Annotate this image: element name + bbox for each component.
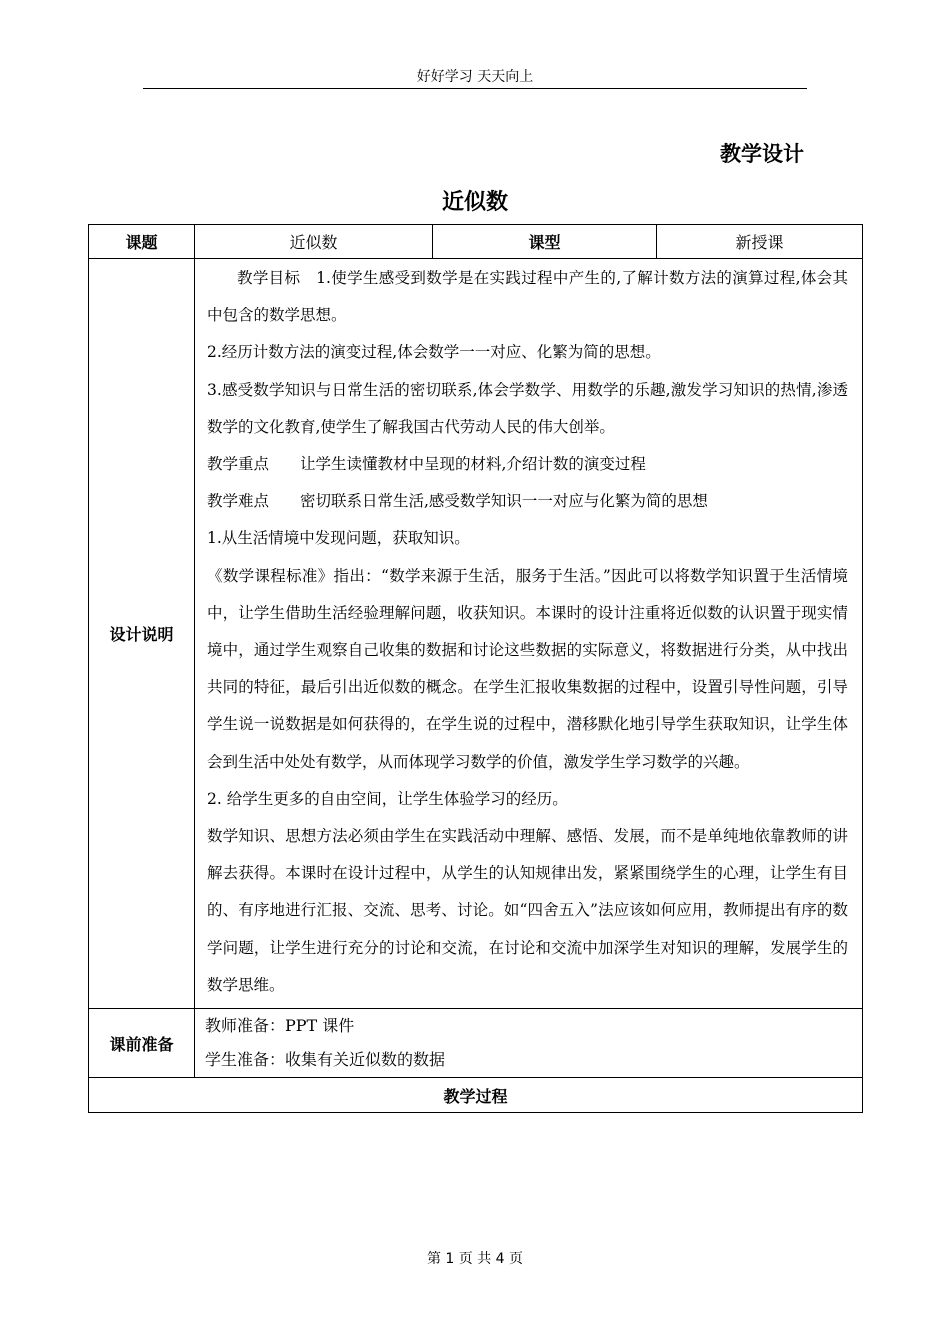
course-value: 近似数 (195, 225, 433, 259)
design-paragraph: 2.经历计数方法的演变过程,体会数学一一对应、化繁为简的思想。 (207, 343, 661, 362)
design-paragraph: 数学知识、思想方法必须由学生在实践活动中理解、感悟、发展，而不是单纯地依靠教师的讲解去获得。本课时在设计过程中，从学生的认知规律出发，紧紧围绕学生的心理，让学生有目的、有序地进行汇报、交流、思考、讨论。如“四舍五入”法应该如何应用，教师提出有序的数学问题，让学生进行充分的讨论和交流，在讨论和交流中加深学生对知识的理解，发展学生的数学思维。 (207, 827, 848, 994)
process-row (89, 1078, 863, 1113)
design-paragraph: 1.从生活情境中发现问题，获取知识。 (207, 529, 470, 548)
design-description (195, 259, 863, 1009)
prep-teacher: 教师准备：PPT 课件 (205, 1016, 355, 1036)
lesson-plan-table (88, 224, 863, 1113)
type-label: 课型 (433, 225, 657, 259)
design-row (89, 259, 863, 1009)
prep-student: 学生准备：收集有关近似数的数据 (205, 1050, 446, 1070)
prep-content (195, 1009, 863, 1078)
course-row (89, 225, 863, 259)
page-footer: 第 1 页 共 4 页 (426, 1251, 524, 1267)
design-paragraph: 《数学课程标准》指出：“数学来源于生活，服务于生活。”因此可以将数学知识置于生活情境中，让学生借助生活经验理解问题，收获知识。本课时的设计注重将近似数的认识置于现实情境中，通过学生观察自己收集的数据和讨论这些数据的实际意义，将数据进行分类，从中找出共同的特征，最后引出近似数的概念。在学生汇报收集数据的过程中，设置引导性问题，引导学生说一说数据是如何获得的，在学生说的过程中，潜移默化地引导学生获取知识，让学生体会到生活中处处有数学，从而体现学习数学的价值，激发学生学习数学的兴趣。 (207, 566, 848, 771)
page-title: 近似数 (441, 190, 508, 215)
course-label: 课题 (89, 225, 195, 259)
design-paragraph: 3.感受数学知识与日常生活的密切联系,体会学数学、用数学的乐趣,激发学习知识的热情,渗透数学的文化教育,使学生了解我国古代劳动人民的伟大创举。 (207, 380, 848, 436)
page-header: 好好学习 天天向上 (416, 69, 534, 85)
prep-row (89, 1009, 863, 1078)
design-paragraph: 教学重点 让学生读懂教材中呈现的材料,介绍计数的演变过程 (207, 455, 646, 474)
design-paragraph: 教学难点 密切联系日常生活,感受数学知识一一对应与化繁为简的思想 (207, 492, 708, 511)
type-value: 新授课 (657, 225, 863, 259)
process-label: 教学过程 (89, 1078, 863, 1113)
design-label: 设计说明 (89, 259, 195, 1009)
design-paragraph: 2. 给学生更多的自由空间，让学生体验学习的经历。 (207, 789, 568, 808)
document-type: 教学设计 (720, 142, 804, 166)
header-rule (143, 88, 807, 89)
prep-label: 课前准备 (89, 1009, 195, 1078)
design-paragraph: 教学目标 1.使学生感受到数学是在实践过程中产生的,了解计数方法的演算过程,体会其中包含的数学思想。 (207, 269, 848, 325)
